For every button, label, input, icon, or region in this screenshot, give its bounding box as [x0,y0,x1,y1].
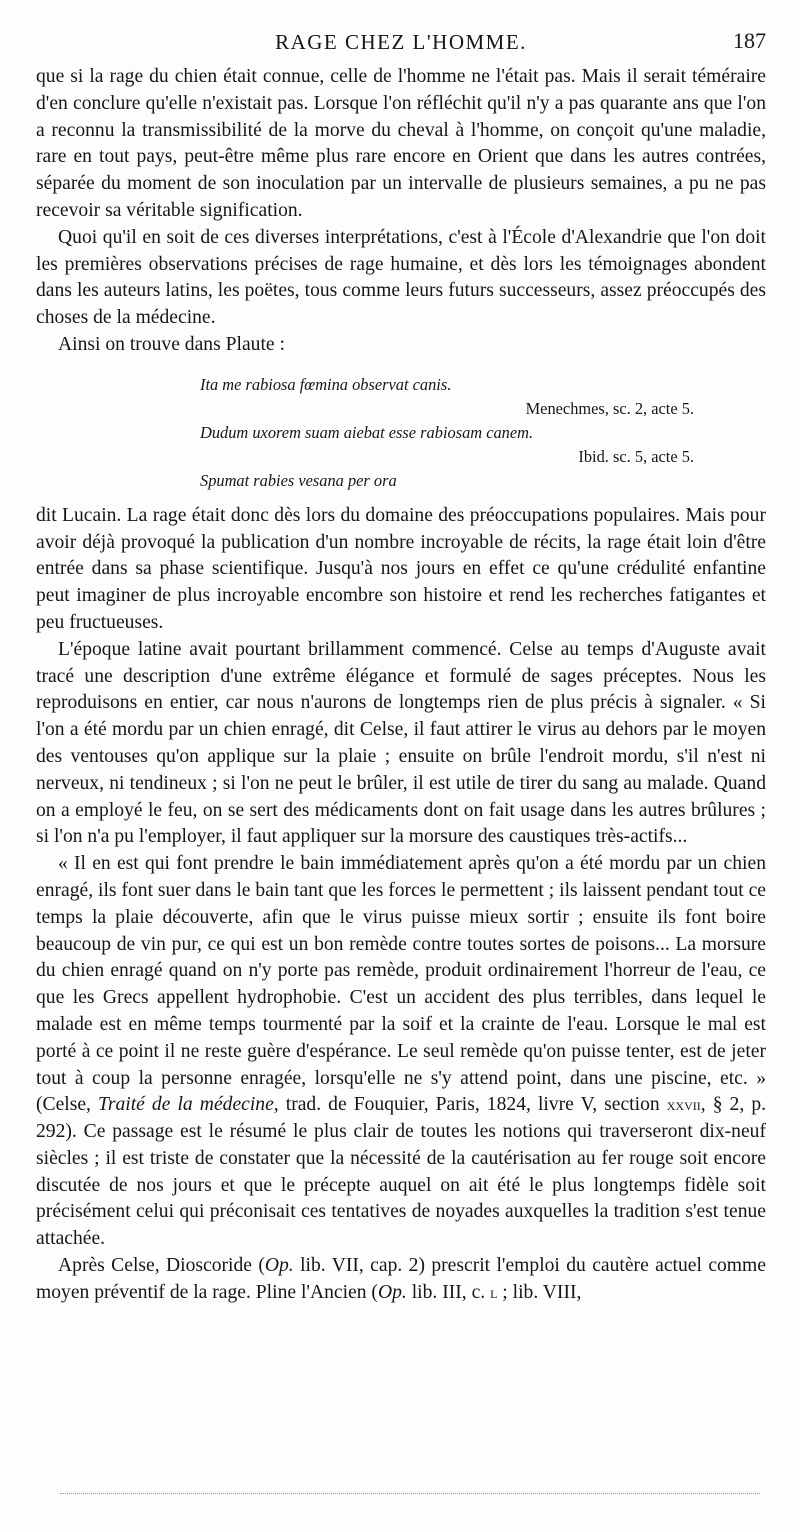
running-title: RAGE CHEZ L'HOMME. [275,30,527,54]
quote-source-1: Menechmes, sc. 2, acte 5. [525,398,694,418]
quote-line-1: Ita me rabiosa fœmina observat canis. [200,374,452,394]
celse-section-number: xxvii [666,1095,701,1115]
paragraph-plaute-intro: Ainsi on trouve dans Plaute : [58,333,285,355]
page-number: 187 [733,28,766,53]
paragraph-dioscoride [36,1253,766,1307]
paragraph-celse: L'époque latine avait pourtant brillamment commencé. Celse au temps d'Auguste avait tracé une description d'une extrême élégance et formulé de sages préceptes. Nous les reproduisons en entier, car nous n'aurons de longtemps rien de plus précis à signaler. « Si l'on a été mordu par un chien enragé, dit Celse, il faut attirer le virus au dehors par le moyen des ventouses qu'on applique sur la plaie ; ensuite on brûle l'endroit mordu, s'il n'est ni nerveux, ni tendineux ; si l'on ne peut le brûler, il est utile de tirer du sang au malade. Quand on a employé le feu, on se sert des médicaments dont on fait usage dans les autres brûlures ; si l'on n'a pu l'employer, il faut appliquer sur la morsure des caustiques très-actifs... [36,638,766,848]
paragraph-lucain: dit Lucain. La rage était donc dès lors du domaine des préoccupations populaires. Mais pour avoir déjà provoqué la publication d'un nombre incroyable de récits, la rage était loin d'être entrée dans sa phase scientifique. Jusqu'à nos jours en effet ce qu'une crédulité enfantine peut imaginer de plus incroyable encombre son histoire et rend les recherches fatigantes et peu fructueuses. [36,504,766,633]
paragraph-continuation: que si la rage du chien était connue, celle de l'homme ne l'était pas. Mais il serait téméraire d'en conclure qu'elle n'existait pas. Lorsque l'on réfléchit qu'il n'y a pas quarante ans que l'on a reconnu la transmissibilité de la morve du cheval à l'homme, on conçoit qu'une maladie, rare en tout pays, peut-être même plus rare encore en Orient que dans les autres contrées, séparée du moment de son inoculation par un intervalle de plusieurs semaines, a pu ne pas recevoir sa véritable signification. [36,66,766,221]
pline-op: Op. [377,1281,407,1303]
pline-text-2: ; lib. VIII, [497,1281,582,1303]
pline-text-1: lib. III, c. [406,1281,491,1303]
celse-citation-text-2: , § 2, p. 292). Ce passage est le résumé le plus clair de toutes les notions qui traverseront dix-neuf siècles ; il est triste de constater que la nécessité de la cautérisation au fer rouge soit encore discutée de nos jours et que le précepte auquel on ait été le plus longtemps fidèle soit précisément celui qui préconisait ces tentatives de noyades auxquelles la tradition s'est tenue attachée. [36,1094,767,1250]
quote-line-3: Spumat rabies vesana per ora [200,470,397,490]
bleed-through-rule [60,1493,760,1494]
celse-work-title: Traité de la médecine [98,1094,274,1116]
quote-line-2: Dudum uxorem suam aiebat esse rabiosam canem. [200,422,534,442]
dioscoride-op: Op. [264,1255,294,1277]
dioscoride-text-1: Après Celse, Dioscoride ( [58,1255,265,1277]
body-text [36,64,766,1307]
pline-chapter: l [490,1282,498,1302]
celse-bain-text: « Il en est qui font prendre le bain immédiatement après qu'on a été mordu par un chien enragé, ils font suer dans le bain tant que les forces le permettent ; ils laissent pendant tout ce temps la plaie découverte, afin que le virus puisse mieux sortir ; ensuite ils font boire beaucoup de vin pur, ce qui est un bon remède contre toutes sortes de poisons... La morsure du chien enragé quand on n'y porte pas remède, produit ordinairement l'horreur de l'eau, ce que les Grecs appellent hydrophobie. C'est un accident des plus terribles, dans lequel le malade est en même temps tourmenté par la soif et la crainte de l'eau. Lorsque le mal est porté à ce point il ne reste guère d'espérance. Le seul remède qu'on puisse tenter, est de jeter tout à coup la personne enragée, lorsqu'elle ne s'y attend point, dans une piscine, etc. » (Celse, [36,853,766,1116]
latin-quotations [36,373,766,493]
paragraph-celse-bain [36,851,766,1253]
dioscoride-text-2: lib. VII, cap. 2) prescrit l'emploi du cautère actuel comme moyen préventif de la rage. Pline l'Ancien ( [36,1255,766,1303]
paragraph-alexandrie: Quoi qu'il en soit de ces diverses interprétations, c'est à l'École d'Alexandrie que l'on doit les premières observations précises de rage humaine, et dès lors les témoignages abondent dans les auteurs latins, les poëtes, tous comme leurs futurs successeurs, assez préoccupés des choses de la médecine. [36,226,766,329]
celse-citation-text-1: , trad. de Fouquier, Paris, 1824, livre V, section [273,1094,667,1116]
running-head [36,30,766,58]
quote-source-2: Ibid. sc. 5, acte 5. [578,446,694,466]
